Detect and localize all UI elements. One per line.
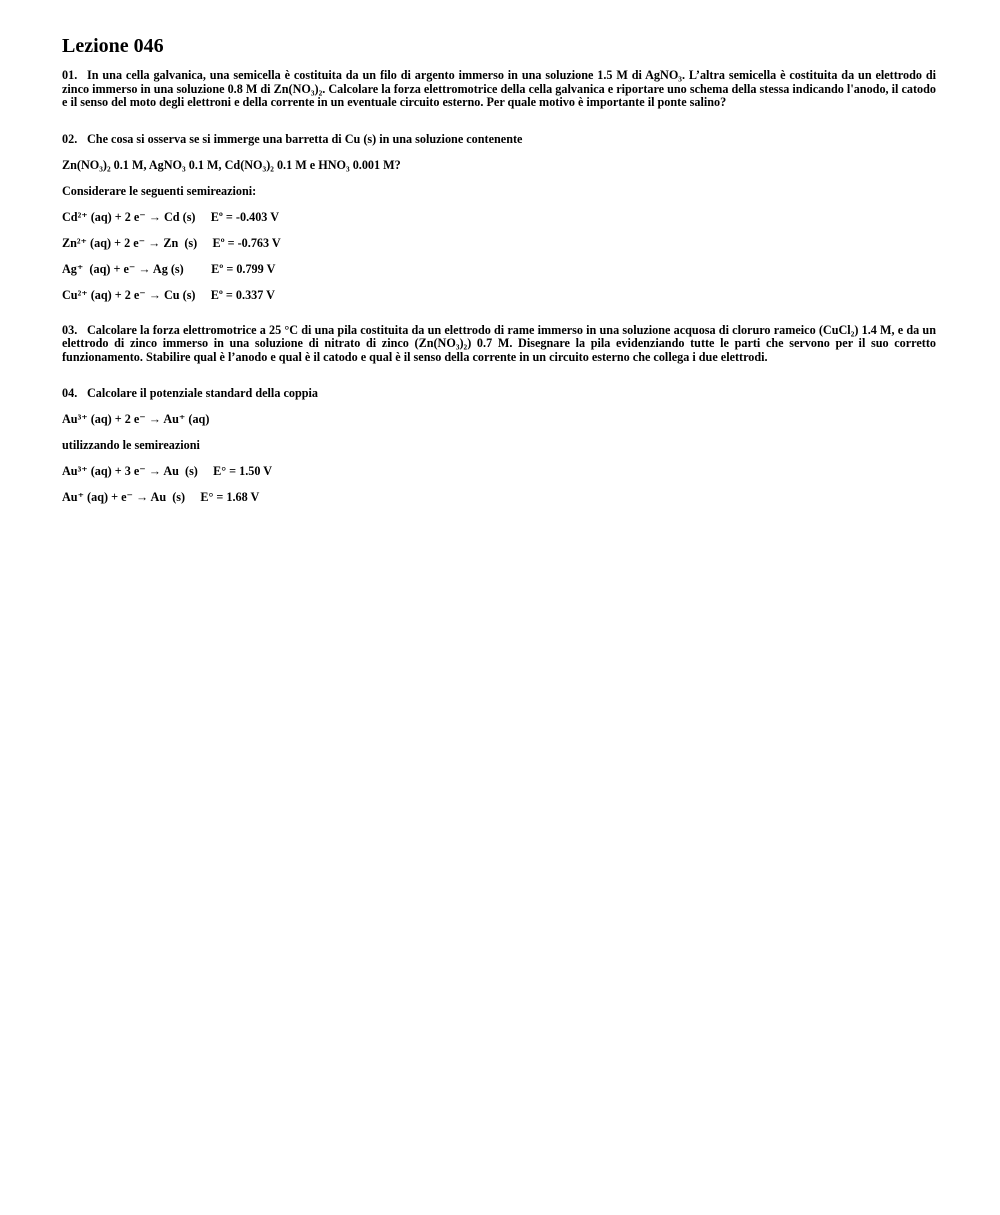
question-number: 02. (62, 131, 78, 146)
half-reaction (62, 236, 936, 250)
half-reaction (62, 262, 936, 276)
consider-label: Considerare le seguenti semireazioni: (62, 183, 257, 198)
question-text: Calcolare la forza elettromotrice a 25 °C di una pila costituita da un elettrodo di rame immerso in una soluzione acquosa di cloruro rameico (CuCl₂) 1.4 M, e da un elettrodo di zinco immerso in una soluzione di nitrato di zinco (Zn(NO₃)₂) 0.7 M. Disegnare la pila evidenziando tutte le parti che servono per il suo corretto funzionamento. Stabilire qual è l’anodo e qual è il catodo e qual è il senso della corrente in un circuito esterno che collega i due elettrodi. (62, 322, 936, 364)
spacer (62, 364, 936, 386)
half-reaction (62, 210, 936, 224)
question-number: 01. (62, 68, 78, 82)
target-reaction: Au³⁺ (aq) + 2 e⁻ → Au⁺ (aq) (62, 412, 210, 426)
spacer (62, 110, 936, 132)
question-number: 03. (62, 322, 78, 337)
reaction-potential: E° = 1.50 V (213, 464, 273, 478)
question-01 (62, 69, 936, 110)
reaction-equation: Zn²⁺ (aq) + 2 e⁻ → Zn (s) (62, 235, 198, 250)
half-reaction (62, 490, 936, 504)
half-reaction (62, 288, 936, 302)
reaction-equation: Au³⁺ (aq) + 3 e⁻ → Au (s) (62, 464, 198, 478)
reaction-potential: Eº = 0.337 V (210, 287, 275, 302)
reaction-equation: Ag⁺ (aq) + e⁻ → Ag (s) (62, 261, 184, 276)
reaction-potential: E° = 1.68 V (200, 490, 260, 504)
question-04 (62, 386, 936, 400)
reaction-equation: Cu²⁺ (aq) + 2 e⁻ → Cu (s) (62, 287, 196, 302)
reaction-potential: Eº = 0.799 V (211, 261, 276, 276)
question-number: 04. (62, 386, 78, 400)
reaction-equation: Cd²⁺ (aq) + 2 e⁻ → Cd (s) (62, 209, 196, 224)
question-text: Che cosa si osserva se si immerge una barretta di Cu (s) in una soluzione contenente (87, 131, 523, 146)
question-03 (62, 324, 936, 365)
reaction-equation: Au⁺ (aq) + e⁻ → Au (s) (62, 490, 186, 504)
solution-composition: Zn(NO₃)₂ 0.1 M, AgNO₃ 0.1 M, Cd(NO₃)₂ 0.1 M e HNO₃ 0.001 M? (62, 157, 401, 172)
document-page (62, 34, 936, 516)
reaction-potential: Eº = -0.403 V (210, 209, 280, 224)
half-reaction (62, 464, 936, 478)
reaction-potential: Eº = -0.763 V (212, 235, 281, 250)
question-text: Calcolare il potenziale standard della coppia (87, 386, 318, 400)
question-02 (62, 132, 936, 146)
lesson-title: Lezione 046 (62, 35, 164, 57)
question-text: In una cella galvanica, una semicella è costituita da un filo di argento immerso in una soluzione 1.5 M di AgNO₃. L’altra semicella è costituita da un elettrodo di zinco immerso in una soluzione 0.8 M di Zn(NO₃)₂. Calcolare la forza elettromotrice della cella galvanica e riportare uno schema della stessa indicando l'anodo, il catodo e il senso del moto degli elettroni e della corrente in un eventuale circuito esterno. Per quale motivo è importante il ponte salino? (62, 68, 936, 109)
using-label: utilizzando le semireazioni (62, 438, 200, 452)
